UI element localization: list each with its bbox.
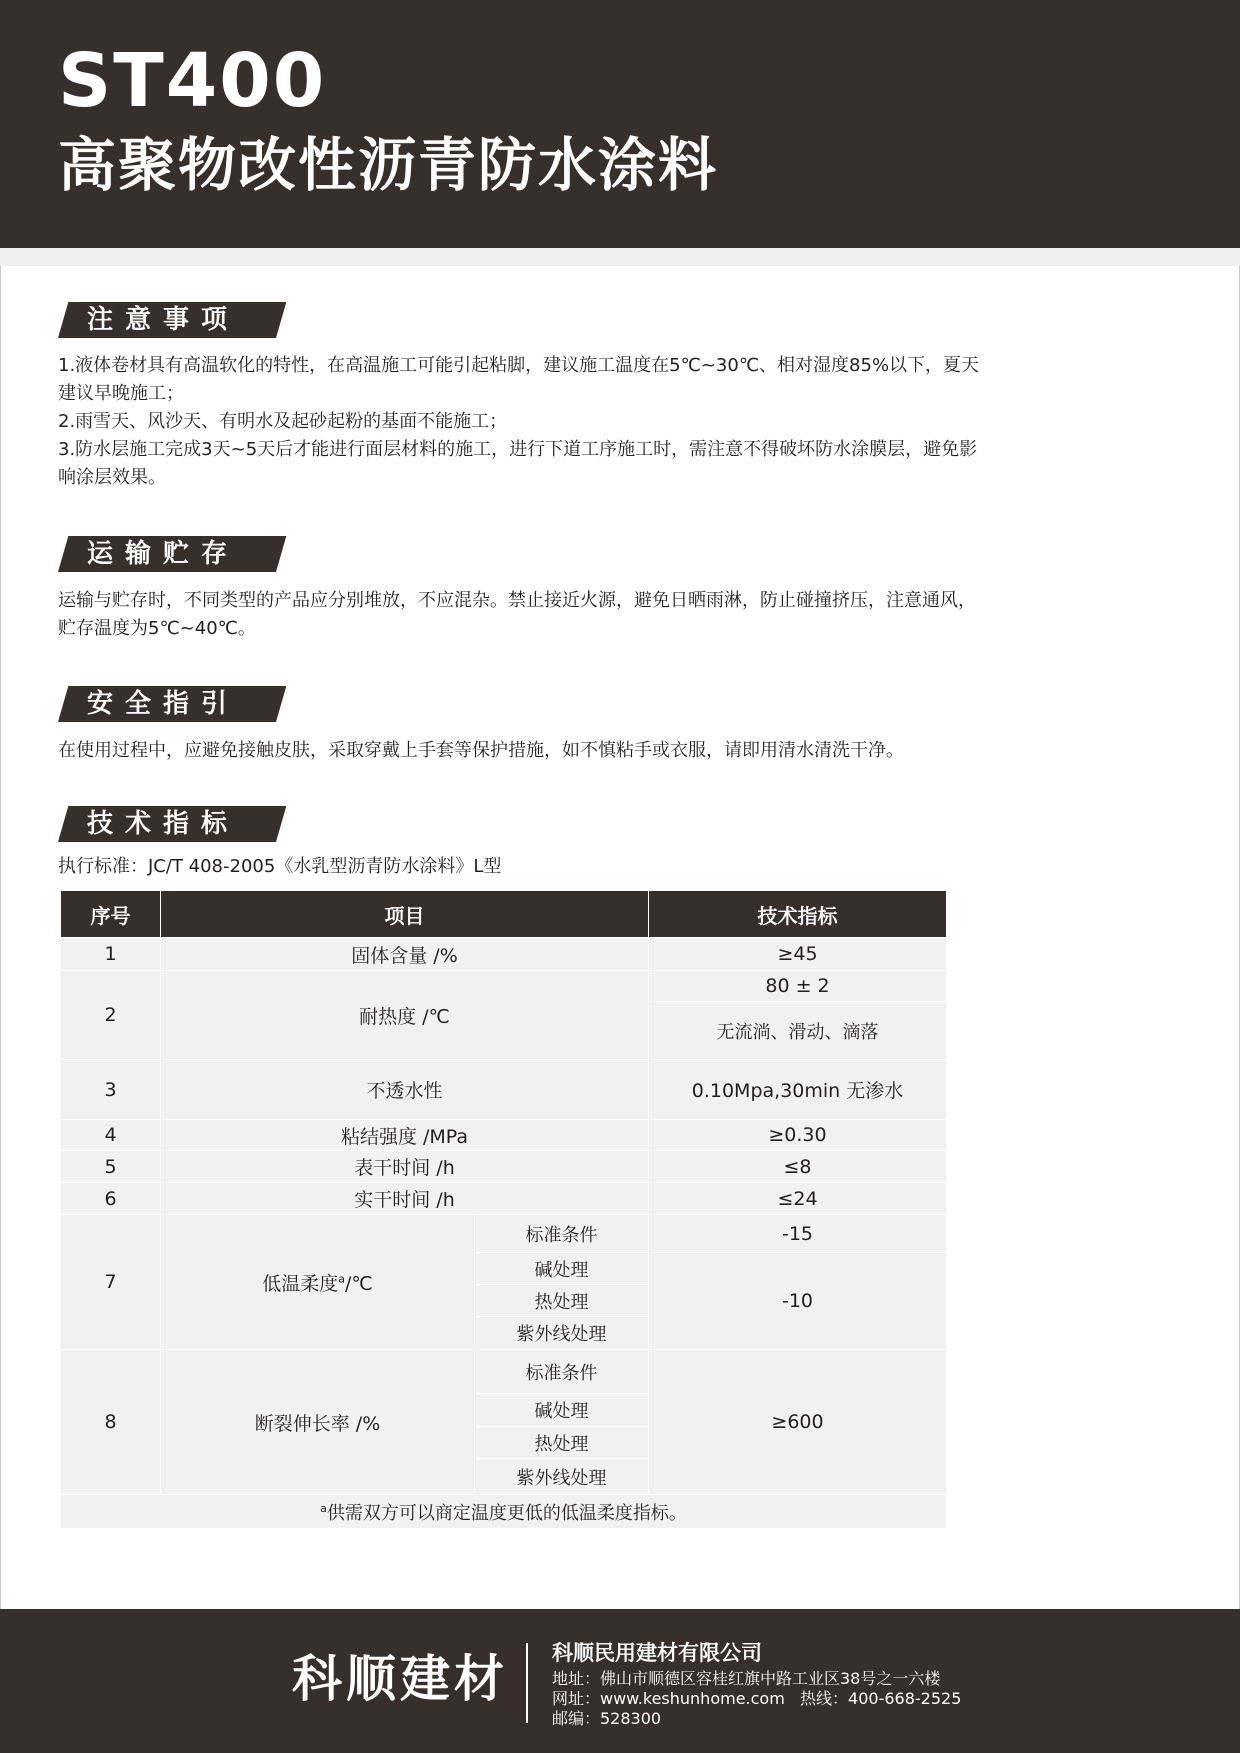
table-row — [61, 1183, 947, 1215]
table-footnote — [61, 1495, 947, 1529]
table-row — [61, 971, 947, 1002]
footnote-text: 供需双方可以商定温度更低的低温柔度指标。 — [326, 1502, 687, 1524]
table-row — [61, 1151, 947, 1183]
notes-line: 建议早晚施工； — [58, 383, 184, 404]
cell-spec: ≥0.30 — [649, 1120, 947, 1151]
cell-spec: ≥600 — [649, 1350, 947, 1495]
header-strip — [0, 248, 1240, 266]
footnote-mark: a — [320, 1501, 327, 1515]
cell-sub: 热处理 — [475, 1285, 649, 1317]
header-item: 项目 — [161, 891, 649, 938]
cell-no: 3 — [61, 1060, 161, 1120]
notes-line: 1.液体卷材具有高温软化的特性，在高温施工可能引起粘脚，建议施工温度在5℃~30℃、相对湿度85%以下，夏天 — [58, 355, 980, 376]
notes-line: 响涂层效果。 — [58, 467, 166, 488]
cell-item: 粘结强度 /MPa — [161, 1120, 649, 1151]
cell-sub: 碱处理 — [475, 1394, 649, 1427]
storage-line: 贮存温度为5℃~40℃。 — [58, 618, 256, 639]
cell-spec: -15 — [649, 1215, 947, 1253]
cell-spec: -10 — [649, 1253, 947, 1350]
company-address: 地址：佛山市顺德区容桂红旗中路工业区38号之一六楼 — [552, 1669, 941, 1688]
table-row — [61, 1350, 947, 1394]
cell-sub: 标准条件 — [475, 1215, 649, 1253]
cell-no: 8 — [61, 1350, 161, 1495]
header-spec: 技术指标 — [649, 891, 947, 938]
table-row — [61, 1060, 947, 1120]
cell-no: 2 — [61, 971, 161, 1060]
table-footnote-row — [61, 1495, 947, 1529]
cell-no: 4 — [61, 1120, 161, 1151]
storage-text — [58, 587, 1078, 643]
cell-spec: ≥45 — [649, 938, 947, 971]
safety-text — [58, 737, 1078, 765]
company-website-hotline: 网址：www.keshunhome.com 热线：400-668-2525 — [552, 1689, 962, 1708]
notes-line: 3.防水层施工完成3天~5天后才能进行面层材料的施工，进行下道工序施工时，需注意不得破坏防水涂膜层，避免影 — [58, 439, 978, 460]
cell-item-text: 低温柔度 — [262, 1272, 339, 1295]
cell-spec: ≤8 — [649, 1151, 947, 1183]
company-postcode: 邮编：528300 — [552, 1709, 662, 1728]
section-heading-label: 注意事项 — [86, 305, 239, 335]
cell-sub: 碱处理 — [475, 1253, 649, 1285]
brand-logo-text: 科顺建材 — [292, 1650, 508, 1708]
footer-divider — [526, 1643, 528, 1723]
product-name: 高聚物改性沥青防水涂料 — [58, 131, 719, 199]
cell-item: 实干时间 /h — [161, 1183, 649, 1215]
standard-line: 执行标准：JC/T 408-2005《水乳型沥青防水涂料》L型 — [58, 856, 502, 877]
footnote-mark: a — [338, 1272, 345, 1286]
section-heading-notes — [58, 302, 276, 338]
cell-item: 不透水性 — [161, 1060, 649, 1120]
table-row — [61, 1215, 947, 1253]
section-heading-label: 运输贮存 — [86, 539, 239, 569]
cell-item — [161, 1215, 475, 1350]
cell-no: 1 — [61, 938, 161, 971]
cell-spec: 0.10Mpa,30min 无渗水 — [649, 1060, 947, 1120]
spec-table — [60, 890, 947, 1529]
cell-no: 6 — [61, 1183, 161, 1215]
table-header-row — [61, 891, 947, 938]
cell-sub: 紫外线处理 — [475, 1459, 649, 1495]
section-heading-tech — [58, 806, 276, 842]
storage-line: 运输与贮存时，不同类型的产品应分别堆放，不应混杂。禁止接近火源，避免日晒雨淋，防止碰撞挤压，注意通风， — [58, 590, 976, 611]
cell-no: 7 — [61, 1215, 161, 1350]
company-name: 科顺民用建材有限公司 — [552, 1641, 762, 1665]
notes-line: 2.雨雪天、风沙天、有明水及起砂起粉的基面不能施工； — [58, 411, 508, 432]
section-heading-label: 技术指标 — [86, 809, 239, 839]
table-row — [61, 1120, 947, 1151]
cell-item: 固体含量 /% — [161, 938, 649, 971]
table-row — [61, 938, 947, 971]
cell-sub: 热处理 — [475, 1427, 649, 1459]
cell-item: 表干时间 /h — [161, 1151, 649, 1183]
safety-line: 在使用过程中，应避免接触皮肤，采取穿戴上手套等保护措施，如不慎粘手或衣服，请即用清水清洗干净。 — [58, 740, 904, 761]
cell-item: 断裂伸长率 /% — [161, 1350, 475, 1495]
header-no: 序号 — [61, 891, 161, 938]
section-heading-storage — [58, 536, 276, 572]
cell-sub: 标准条件 — [475, 1350, 649, 1394]
section-heading-safety — [58, 686, 276, 722]
cell-spec: 80 ± 2 — [649, 971, 947, 1002]
product-code: ST400 — [58, 38, 327, 124]
cell-no: 5 — [61, 1151, 161, 1183]
cell-sub: 紫外线处理 — [475, 1317, 649, 1350]
cell-item: 耐热度 /℃ — [161, 971, 649, 1060]
notes-text — [58, 352, 1078, 492]
cell-spec: ≤24 — [649, 1183, 947, 1215]
cell-item-unit: /℃ — [345, 1272, 373, 1295]
section-heading-label: 安全指引 — [86, 689, 239, 719]
cell-spec-detail: 无流淌、滑动、滴落 — [649, 1002, 947, 1060]
